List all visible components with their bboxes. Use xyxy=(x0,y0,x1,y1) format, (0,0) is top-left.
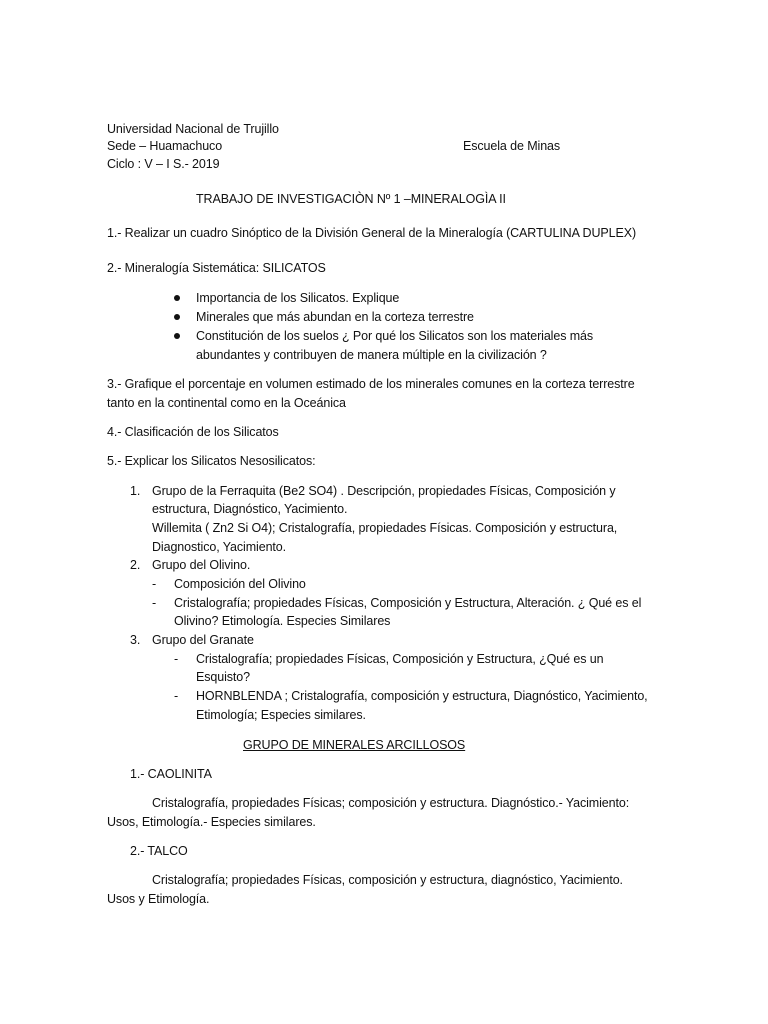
talco-line-2: Usos y Etimología. xyxy=(107,892,210,906)
q5-item-3-number: 3. xyxy=(130,633,141,647)
caolinita-line-2: Usos, Etimología.- Especies similares. xyxy=(107,815,316,829)
question-3-line-1: 3.- Grafique el porcentaje en volumen estimado de los minerales comunes en la corteza terrestre xyxy=(107,377,635,391)
q2-bullet-2: Minerales que más abundan en la corteza terrestre xyxy=(196,310,474,324)
q5-item-2-number: 2. xyxy=(130,558,141,572)
talco-heading: 2.- TALCO xyxy=(130,844,188,858)
bullet-icon xyxy=(174,333,180,339)
q5-item-3-sub-1-cont: Esquisto? xyxy=(196,670,250,684)
q5-item-3-sub-2: HORNBLENDA ; Cristalografía, composición y estructura, Diagnóstico, Yacimiento, xyxy=(196,689,648,703)
q5-item-1-line-2: estructura, Diagnóstico, Yacimiento. xyxy=(152,502,348,516)
caolinita-heading: 1.- CAOLINITA xyxy=(130,767,212,781)
q5-item-2-dash-2: - xyxy=(152,596,157,610)
bullet-icon xyxy=(174,295,180,301)
question-5-heading: 5.- Explicar los Silicatos Nesosilicatos: xyxy=(107,454,316,468)
talco-line-1: Cristalografía; propiedades Físicas, composición y estructura, diagnóstico, Yacimiento. xyxy=(152,873,623,887)
q5-item-3-sub-2-cont: Etimología; Especies similares. xyxy=(196,708,366,722)
q5-item-3-dash-2: - xyxy=(174,689,179,703)
q5-item-2-dash-1: - xyxy=(152,577,157,591)
university-name: Universidad Nacional de Trujillo xyxy=(107,122,279,136)
document-title: TRABAJO DE INVESTIGACIÒN Nº 1 –MINERALOGÌA II xyxy=(196,192,506,206)
q5-item-2-sub-2: Cristalografía; propiedades Físicas, Composición y Estructura, Alteración. ¿ Qué es el xyxy=(174,596,642,610)
q5-item-2-line-1: Grupo del Olivino. xyxy=(152,558,251,572)
q2-bullet-3-cont: abundantes y contribuyen de manera múltiple en la civilización ? xyxy=(196,348,547,362)
arcillosos-heading: GRUPO DE MINERALES ARCILLOSOS xyxy=(243,738,466,752)
q5-item-2-sub-2-cont: Olivino? Etimología. Especies Similares xyxy=(174,614,391,628)
q2-bullet-3: Constitución de los suelos ¿ Por qué los Silicatos son los materiales más xyxy=(196,329,594,343)
question-1: 1.- Realizar un cuadro Sinóptico de la División General de la Mineralogía (CARTULINA DUPLEX) xyxy=(107,226,637,240)
q5-item-1-line-1: Grupo de la Ferraquita (Be2 SO4) . Descripción, propiedades Físicas, Composición y xyxy=(152,484,616,498)
escuela-name: Escuela de Minas xyxy=(463,139,561,153)
question-4: 4.- Clasificación de los Silicatos xyxy=(107,425,279,439)
q5-item-1-line-4: Diagnostico, Yacimiento. xyxy=(152,540,287,554)
q2-bullet-1: Importancia de los Silicatos. Explique xyxy=(196,291,400,305)
question-2-heading: 2.- Mineralogía Sistemática: SILICATOS xyxy=(107,261,326,275)
q5-item-1-number: 1. xyxy=(130,484,141,498)
q5-item-3-dash-1: - xyxy=(174,652,179,666)
caolinita-line-1: Cristalografía, propiedades Físicas; composición y estructura. Diagnóstico.- Yacimiento: xyxy=(152,796,630,810)
bullet-icon xyxy=(174,314,180,320)
sede-name: Sede – Huamachuco xyxy=(107,139,223,153)
q5-item-1-line-3: Willemita ( Zn2 Si O4); Cristalografía, propiedades Físicas. Composición y estructura, xyxy=(152,521,618,535)
q5-item-3-line-1: Grupo del Granate xyxy=(152,633,254,647)
q5-item-2-sub-1: Composición del Olivino xyxy=(174,577,306,591)
question-3-line-2: tanto en la continental como en la Oceánica xyxy=(107,396,346,410)
ciclo-label: Ciclo : V – I S.- 2019 xyxy=(107,157,220,171)
q5-item-3-sub-1: Cristalografía; propiedades Físicas, Composición y Estructura, ¿Qué es un xyxy=(196,652,604,666)
